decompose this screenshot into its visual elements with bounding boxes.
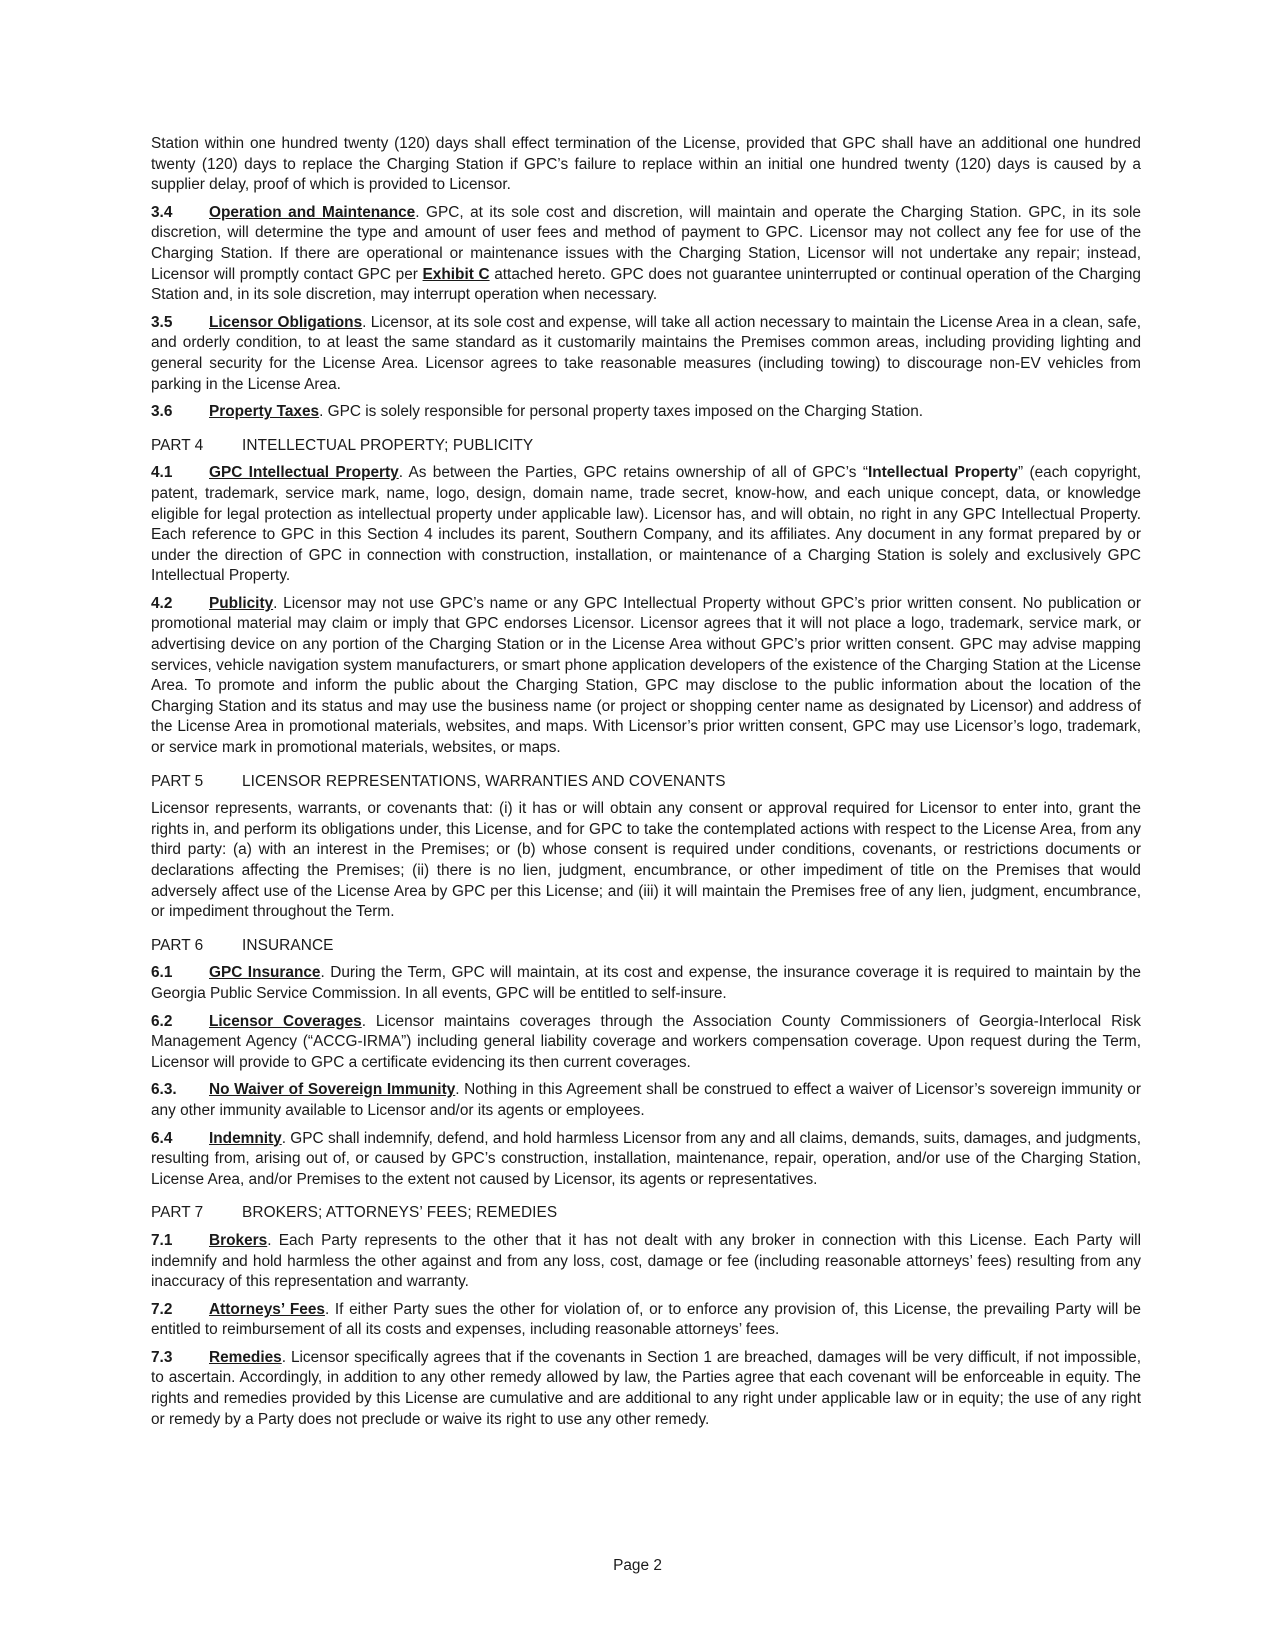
section-text: . GPC shall indemnify, defend, and hold harmless Licensor from any and all claims, demands, suits, damages, and judgments, resulting from, arising out of, or caused by GPC’s construction, installation, maintenance, repair, operation, and/or use of the Charging Station, License Area, and/or Premises to the extent not caused by Licensor, its agents or representatives.: [151, 1129, 1141, 1188]
section-7-1: [151, 1231, 1141, 1293]
section-text: . Licensor, at its sole cost and expense, will take all action necessary to maintain the License Area in a clean, safe, and orderly condition, to at least the same standard as it customarily maintains the Premises common areas, including providing lighting and general security for the License Area. Licensor agrees to take reasonable measures (including towing) to discourage non-EV vehicles from parking in the License Area.: [151, 313, 1141, 393]
part-5-heading: [151, 772, 1141, 793]
section-text: . If either Party sues the other for violation of, or to enforce any provision of, this License, the prevailing Party will be entitled to reimbursement of all its costs and expenses, including reasonable attorneys’ fees.: [151, 1300, 1141, 1339]
section-text: . Licensor maintains coverages through the Association County Commissioners of Georgia-Interlocal Risk Management Agency (“ACCG-IRMA”) including general liability coverage and workers compensation coverage. Upon request during the Term, Licensor will provide to GPC a certificate evidencing its then current coverages.: [151, 1012, 1141, 1071]
section-title: Licensor Coverages: [209, 1012, 362, 1030]
part-6-heading: [151, 936, 1141, 957]
section-title: Remedies: [209, 1348, 282, 1366]
section-text: . Nothing in this Agreement shall be construed to effect a waiver of Licensor’s sovereign immunity or any other immunity available to Licensor and/or its agents or employees.: [151, 1081, 1141, 1119]
section-text: . As between the Parties, GPC retains ownership of all of GPC’s “: [398, 464, 868, 482]
section-title: GPC Insurance: [209, 964, 321, 982]
paragraph-intro: Station within one hundred twenty (120) days shall effect termination of the License, provided that GPC shall have an additional one hundred twenty (120) days to replace the Charging Station if GPC’s failure to replace within an initial one hundred twenty (120) days is caused by a supplier delay, proof of which is provided to Licensor.: [151, 135, 1141, 194]
paragraph-part-5: Licensor represents, warrants, or covenants that: (i) it has or will obtain any consent or approval required for Licensor to enter into, grant the rights in, and perform its obligations under, this License, and for GPC to take the contemplated actions with respect to the License Area, from any third party: (a) with an interest in the Premises; or (b) whose consent is required under conditions, covenants, or restrictions documents or declarations affecting the Premises; (ii) there is no lien, judgment, encumbrance, or other impediment of title on the Premises that would adversely affect use of the License Area by GPC per this License; and (iii) it will maintain the Premises free of any lien, judgment, encumbrance, or impediment throughout the Term.: [151, 800, 1141, 921]
section-3-5: [151, 313, 1141, 395]
section-number: 6.4: [151, 1129, 173, 1147]
section-text: . GPC is solely responsible for personal property taxes imposed on the Charging Station.: [319, 403, 924, 421]
part-number: PART 7: [151, 1204, 204, 1222]
section-title: Brokers: [209, 1231, 268, 1249]
section-7-3: [151, 1348, 1141, 1430]
section-number: 3.4: [151, 203, 173, 221]
section-number: 6.3.: [151, 1081, 177, 1099]
part-number: PART 6: [151, 936, 204, 954]
section-number: 6.1: [151, 964, 173, 982]
section-text: . Each Party represents to the other that it has not dealt with any broker in connection with this License. Each Party will indemnify and hold harmless the other against and from any loss, cost, damage or fee (including reasonable attorneys’ fees) resulting from any inaccuracy of this representation and warranty.: [151, 1231, 1141, 1291]
section-title: Property Taxes: [209, 403, 320, 421]
part-title: LICENSOR REPRESENTATIONS, WARRANTIES AND COVENANTS: [242, 772, 726, 790]
section-6-2: [151, 1012, 1141, 1074]
section-number: 7.1: [151, 1231, 173, 1249]
section-title: Licensor Obligations: [209, 313, 363, 331]
section-4-1: [151, 463, 1141, 587]
part-title: INTELLECTUAL PROPERTY; PUBLICITY: [242, 436, 534, 454]
section-text: . GPC, at its sole cost and discretion, will maintain and operate the Charging Station. GPC, in its sole discretion, will determine the type and amount of user fees and method of payment to GPC. Licensor may not collect any fee for use of the Charging Station. If there are operational or maintenance issues with the Charging Station, Licensor will not undertake any repair; instead, Licensor will promptly contact GPC per: [151, 203, 1141, 283]
part-title: INSURANCE: [242, 936, 334, 954]
section-number: 7.2: [151, 1300, 173, 1318]
section-6-1: [151, 963, 1141, 1004]
part-4-heading: [151, 436, 1141, 457]
section-number: 6.2: [151, 1012, 173, 1030]
section-number: 3.5: [151, 313, 173, 331]
section-number: 4.2: [151, 594, 173, 612]
section-3-4: [151, 203, 1141, 306]
defined-term: Intellectual Property: [867, 464, 1018, 482]
part-number: PART 5: [151, 772, 204, 790]
section-text: attached hereto. GPC does not guarantee uninterrupted or continual operation of the Charging Station and, in its sole discretion, may interrupt operation when necessary.: [151, 265, 1141, 304]
section-text: . Licensor may not use GPC’s name or any GPC Intellectual Property without GPC’s prior written consent. No publication or promotional material may claim or imply that GPC endorses Licensor. Licensor agrees that it will not place a logo, trademark, service mark, or advertising device on any portion of the Charging Station or in the License Area without GPC’s prior written consent. GPC may advise mapping services, vehicle navigation system manufacturers, or smart phone application developers of the existence of the Charging Station at the License Area. To promote and inform the public about the Charging Station, GPC may disclose to the public information about the location of the Charging Station and its status and may use the business name (or project or shopping center name as designated by Licensor) and address of the License Area in promotional materials, websites, and maps. With Licensor’s prior written consent, GPC may use Licensor’s logo, trademark, or service mark in promotional materials, websites, or maps.: [151, 594, 1141, 757]
section-title: No Waiver of Sovereign Immunity: [209, 1081, 456, 1099]
section-3-6: [151, 402, 1141, 423]
section-title: Publicity: [209, 594, 274, 612]
section-6-3: [151, 1080, 1141, 1121]
section-text: . During the Term, GPC will maintain, at its cost and expense, the insurance coverage it is required to maintain by the Georgia Public Service Commission. In all events, GPC will be entitled to self-insure.: [151, 964, 1141, 1002]
section-title: GPC Intellectual Property: [209, 464, 399, 482]
section-title: Attorneys’ Fees: [209, 1300, 325, 1318]
section-4-2: [151, 594, 1141, 759]
section-7-2: [151, 1300, 1141, 1341]
section-text: . Licensor specifically agrees that if the covenants in Section 1 are breached, damages will be very difficult, if not impossible, to ascertain. Accordingly, in addition to any other remedy allowed by law, the Parties agree that each covenant will be enforceable in equity. The rights and remedies provided by this License are cumulative and are additional to any right under applicable law or in equity; the use of any right or remedy by a Party does not preclude or waive its right to use any other remedy.: [151, 1348, 1141, 1428]
section-number: 4.1: [151, 464, 173, 482]
part-7-heading: [151, 1203, 1141, 1224]
part-title: BROKERS; ATTORNEYS’ FEES; REMEDIES: [242, 1204, 558, 1222]
page-number-footer: Page 2: [613, 1557, 662, 1574]
section-6-4: [151, 1129, 1141, 1191]
section-text: ” (each copyright, patent, trademark, service mark, name, logo, design, domain name, trade secret, know-how, and each unique concept, data, or knowledge eligible for legal protection as intellectual property under applicable law). Licensor has, and will obtain, no right in any GPC Intellectual Property. Each reference to GPC in this Section 4 includes its parent, Southern Company, and its affiliates. Any document in any format prepared by or under the direction of GPC in connection with construction, installation, or maintenance of a Charging Station is solely and exclusively GPC Intellectual Property.: [151, 464, 1142, 585]
exhibit-reference: Exhibit C: [422, 265, 490, 283]
section-number: 7.3: [151, 1348, 173, 1366]
part-number: PART 4: [151, 436, 204, 454]
section-number: 3.6: [151, 403, 173, 421]
section-title: Indemnity: [209, 1129, 282, 1147]
section-title: Operation and Maintenance: [209, 203, 416, 221]
